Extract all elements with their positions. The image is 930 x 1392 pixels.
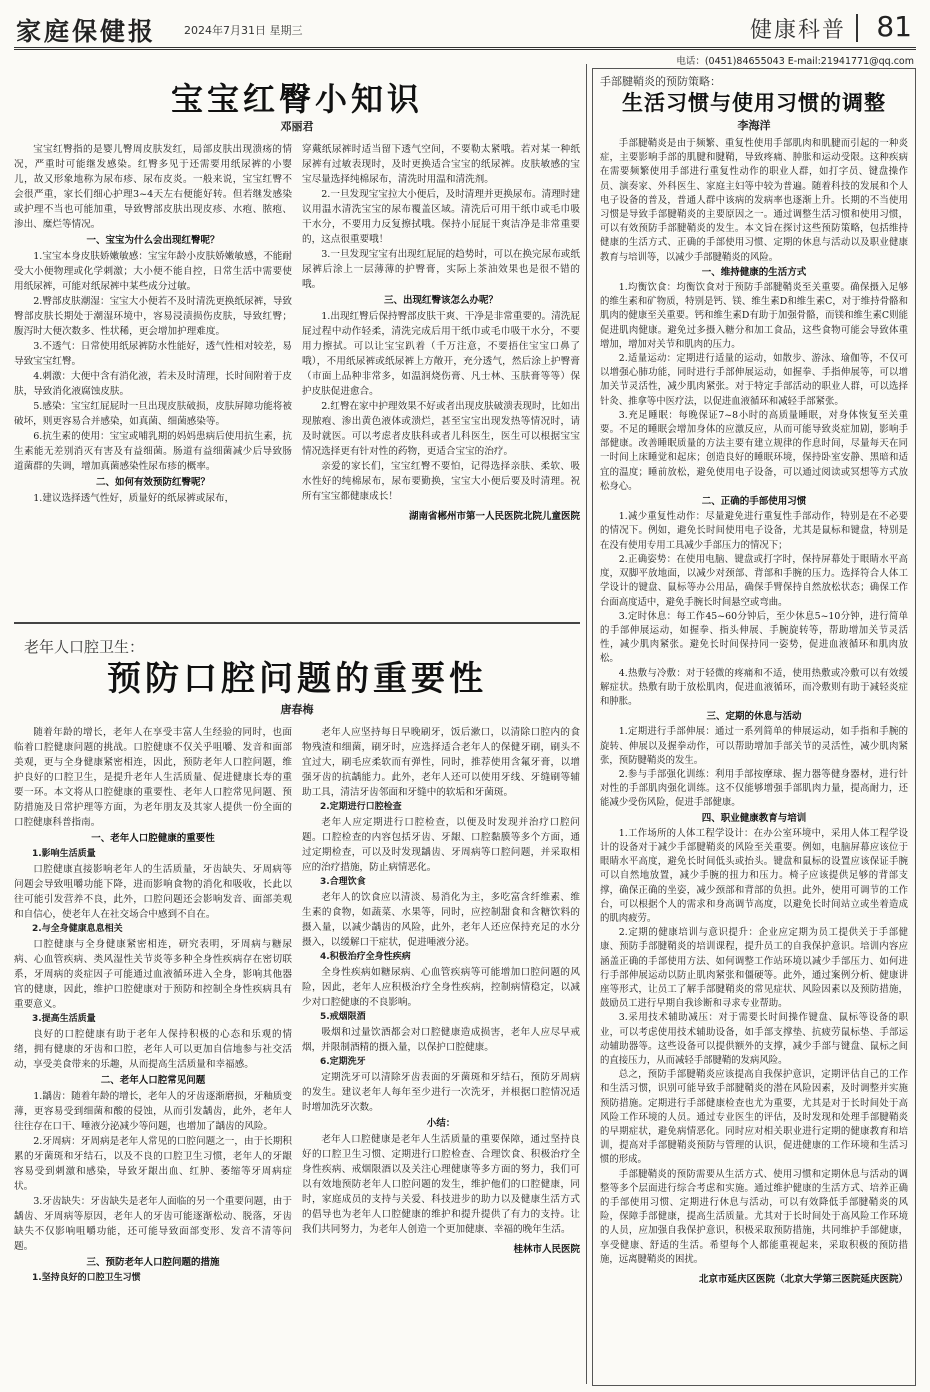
paragraph: 2.适量运动：定期进行适量的运动，如散步、游泳、瑜伽等，不仅可以增强心肺功能，同时进行手部伸展运动，如握拳、手指伸展等，可以增加关节灵活性，减少肌肉紧张。对于特定手部活动的职业人群，可以选择针灸、推拿等中医疗法，以促进血液循环和减轻手部紧张。 (600, 353, 908, 407)
item-heading: 1.坚持良好的口腔卫生习惯 (32, 1273, 141, 1283)
masthead (14, 6, 916, 50)
paragraph: 6.抗生素的使用：宝宝或哺乳期的妈妈患病后使用抗生素，抗生素能无差别消灭有害及有益细菌。肠道有益细菌减少后导致肠道菌群的失调，增加真菌感染性尿布疹的概率。 (14, 431, 292, 472)
article-baby-diaper-rash (14, 68, 580, 618)
paragraph: 老年人应坚持每日早晚刷牙，饭后漱口，以清除口腔内的食物残渣和细菌，刷牙时，应选择适合老年人的保健牙刷，刷头不宜过大，刷毛应柔软而有弹性，同时，推荐使用含氟牙膏，以增强牙齿的抗龋能力。此外，老年人还可以使用牙线、牙缝刷等辅助工具，清洁牙齿邻面和牙缝中的软垢和牙菌斑。 (302, 727, 580, 798)
author-affiliation: 北京市延庆区医院（北京大学第三医院延庆医院） (698, 1274, 908, 1286)
section-heading: 二、老年人口腔常见问题 (100, 1075, 206, 1086)
paragraph: 1.宝宝本身皮肤娇嫩敏感：宝宝年龄小皮肤娇嫩敏感，不能耐受大小便物理或化学刺激；大小便不能自控，日常生活中需要使用纸尿裤，可能对纸尿裤中某些成分过敏。 (14, 251, 292, 292)
item-heading: 5.戒烟限酒 (320, 1012, 366, 1022)
paragraph: 1.均衡饮食：均衡饮食对于预防手部腱鞘炎至关重要。确保摄入足够的维生素和矿物质，特别是钙、镁、维生素D和维生素C，对于维持骨骼和肌肉的健康至关重要。钙和维生素D有助于加强骨骼，而镁和维生素C则能促进肌肉健康。避免过多摄入糖分和加工食品，这些食物可能会导致体重增加，增加对关节和肌肉的压力。 (600, 282, 908, 350)
author-affiliation: 桂林市人民医院 (513, 1244, 580, 1255)
item-heading: 2.定期进行口腔检查 (320, 802, 402, 812)
paragraph: 老年人口腔健康是老年人生活质量的重要保障，通过坚持良好的口腔卫生习惯、定期进行口腔检查、合理饮食、积极治疗全身性疾病、戒烟限酒以及关注心理健康等多方面的努力，我们可以有效地预防老年人口腔问题的发生，维护他们的口腔健康，同时，家庭成员的支持与关爱、科技进步的助力以及健康生活方式的倡导也为老年人口腔健康的维护和提升提供了有力的支持。让我们共同努力，为老年人创造一个更加健康、幸福的晚年生活。 (302, 1134, 580, 1235)
article-column (14, 142, 292, 612)
paragraph: 宝宝红臀指的是婴儿臀周皮肤发红，局部皮肤出现溃疡的情况，严重时可能继发感染。红臀多见于还需要用纸尿裤的小婴儿，故又形象地称为尿布疹、尿布皮炎。一般来说，宝宝红臀不会很严重，家长们细心护理3~4天左右便能好转。但若继发感染或护理不当也可能加重，导致臀部皮肤出现皮疹、水疱、脓疱、渗出、糜烂等情况。 (14, 144, 292, 230)
article-column (14, 725, 292, 1384)
paragraph: 1.龋齿：随着年龄的增长，老年人的牙齿逐渐磨损，牙釉质变薄，更容易受到细菌和酸的侵蚀，从而引发龋齿，此外，老年人往往存在口干、唾液分泌减少等问题，也增加了龋齿的风险。 (14, 1091, 292, 1132)
author-affiliation: 湖南省郴州市第一人民医院北院儿童医院 (408, 511, 580, 522)
paragraph: 手部腱鞘炎是由于频繁、重复性使用手部肌肉和肌腱而引起的一种炎症，主要影响手部的肌腱和腱鞘，导致疼痛、肿胀和运动受限。这种疾病在需要频繁使用手部进行重复性动作的职业人群，如打字员、键盘操作员、演奏家、外科医生、家庭主妇等中较为普遍。随着科技的发展和个人电子设备的普及，普通人群中该病的发病率也逐渐上升。长期的不当使用习惯是导致手部腱鞘炎的主要原因之一。通过调整生活习惯和使用习惯，可以有效预防手部腱鞘炎的发生。本文旨在探讨这些预防策略，包括维持健康的生活方式、正确的手部使用习惯、定期的休息与活动以及职业健康教育与培训等，以减少手部腱鞘炎的风险。 (600, 138, 908, 263)
paragraph: 2.臀部皮肤潮湿：宝宝大小便若不及时清洗更换纸尿裤，导致臀部皮肤长期处于潮湿环境中，容易浸渍损伤皮肤，导致红臀；腹泻时大便次数多、性状稀，更会增加护理难度。 (14, 296, 292, 337)
paragraph: 3.采用技术辅助减压：对于需要长时间操作键盘、鼠标等设备的职业，可以考虑使用技术辅助设备，如手部支撑垫、抗疲劳鼠标垫、手部运动辅助器等。这些设备可以提供额外的支撑，减少手部与键盘、鼠标之间的直接压力，从而减轻手部腱鞘的发病风险。 (600, 1012, 908, 1066)
paragraph: 3.牙齿缺失：牙齿缺失是老年人面临的另一个重要问题，由于龋齿、牙周病等原因，老年人的牙齿可能逐渐松动、脱落，牙齿缺失不仅影响咀嚼功能，还可能导致面部变形、发音不清等问题。 (14, 1196, 292, 1252)
section-heading: 小结： (426, 1118, 456, 1129)
page-number: 81 (876, 10, 912, 43)
paragraph: 2.牙周病：牙周病是老年人常见的口腔问题之一，由于长期积累的牙菌斑和牙结石，以及不良的口腔卫生习惯，老年人的牙龈容易受到刺激和感染，导致牙龈出血、红肿、萎缩等牙周病症状。 (14, 1136, 292, 1192)
article-tenosynovitis (592, 68, 916, 1386)
section-title: 健康科普 (749, 18, 846, 43)
section-heading: 二、如何有效预防红臀呢？ (95, 477, 210, 488)
paragraph: 亲爱的家长们，宝宝红臀不要怕，记得选择亲肤、柔软、吸水性好的纯棉尿布，尿布要勤换，宝宝大小便后要及时清理。祝所有宝宝都健康成长！ (302, 461, 580, 502)
paragraph: 全身性疾病如糖尿病、心血管疾病等可能增加口腔问题的风险，因此，老年人应积极治疗全身性疾病，控制病情稳定，以减少对口腔健康的不良影响。 (302, 967, 580, 1008)
section-divider (14, 622, 580, 624)
article-author: 李海洋 (737, 119, 771, 132)
paragraph: 良好的口腔健康有助于老年人保持积极的心态和乐观的情绪，拥有健康的牙齿和口腔，老年人可以更加自信地参与社交活动，享受美食带来的乐趣，从而提高生活质量和幸福感。 (14, 1029, 292, 1070)
item-heading: 6.定期洗牙 (320, 1057, 366, 1067)
article-author: 唐春梅 (280, 703, 314, 716)
paragraph: 3.一旦发现宝宝有出现红屁屁的趋势时，可以在换完尿布或纸尿裤后涂上一层薄薄的护臀膏，实际上茶油效果也是很不错的哦。 (302, 249, 580, 290)
paragraph: 手部腱鞘炎的预防需要从生活方式、使用习惯和定期休息与活动的调整等多个层面进行综合考虑和实施。通过维护健康的生活方式、培养正确的手部使用习惯、定期进行休息与活动，可以有效降低手部腱鞘炎的风险，保障手部健康，提高生活质量。尤其对于长时间处于高风险工作环境的人员，应加强自我保护意识，积极采取预防措施，共同维护手部健康，享受健康、舒适的生活。希望每个人都能重视起来，采取积极的预防措施，远离腱鞘炎的困扰。 (600, 1168, 908, 1265)
paragraph: 2.正确姿势：在使用电脑、键盘或打字时，保持屏幕处于眼睛水平高度，双脚平放地面，以减少对颈部、背部和手腕的压力。选择符合人体工学设计的键盘、鼠标等办公用品，确保手臂保持自然放松状态；确保工作台面高度适中，避免手腕长时间悬空或弯曲。 (600, 553, 908, 608)
paragraph: 4.刺激：大便中含有消化液，若未及时清理，长时间附着于皮肤，导致消化液腐蚀皮肤。 (14, 371, 292, 397)
article-author: 邓丽君 (280, 120, 314, 133)
item-heading: 4.积极治疗全身性疾病 (320, 952, 411, 962)
paragraph: 口腔健康与全身健康紧密相连，研究表明，牙周病与糖尿病、心血管疾病、类风湿性关节炎等多种全身性疾病存在密切联系，牙周病的炎症因子可能通过血液循环进入全身，影响其他器官的健康，因此，维护口腔健康对于预防和控制全身性疾病具有重要意义。 (14, 939, 292, 1010)
section-heading: 三、出现红臀该怎么办呢？ (383, 295, 498, 306)
article-column (302, 725, 580, 1384)
article-title: 预防口腔问题的重要性 (107, 659, 487, 699)
column-divider (586, 64, 587, 1384)
item-heading: 3.合理饮食 (320, 877, 366, 887)
article-title: 生活习惯与使用习惯的调整 (622, 90, 886, 115)
item-heading: 3.提高生活质量 (32, 1014, 96, 1024)
paragraph: 吸烟和过量饮酒都会对口腔健康造成损害，老年人应尽早戒烟，并限制酒精的摄入量，以保护口腔健康。 (302, 1027, 580, 1053)
paragraph: 1.定期进行手部伸展：通过一系列简单的伸展运动，如手指和手腕的旋转、伸展以及握拳动作，可以帮助增加手部关节的灵活性，减少肌肉紧张，预防腱鞘炎的发生。 (600, 726, 908, 766)
item-heading: 2.与全身健康息息相关 (32, 924, 123, 934)
paragraph: 1.建议选择透气性好，质量好的纸尿裤或尿布， (33, 493, 235, 504)
paper-name: 家庭保健报 (16, 17, 157, 46)
paragraph: 总之，预防手部腱鞘炎应该提高自我保护意识，定期评估自己的工作和生活习惯，识别可能导致手部腱鞘炎的潜在风险因素，及时调整并实施预防措施。定期进行手部健康检查也尤为重要，尤其是对于长时间处于高风险工作环境的人员。通过专业医生的评估，及时发现和处理手部腱鞘炎的早期症状，避免病情恶化。同时应对相关职业进行定期的健康教育和培训，提高对手部腱鞘炎预防与管理的认识，促进健康的工作环境和生活习惯的形成。 (600, 1069, 908, 1166)
paragraph: 1.工作场所的人体工程学设计：在办公室环境中，采用人体工程学设计的设备对于减少手部腱鞘炎的风险至关重要。例如，电脑屏幕应该位于眼睛水平高度，避免长时间低头或抬头。键盘和鼠标的设置应该保证手腕可以自然地放置，减少手腕的扭力和压力。椅子应该提供足够的背部支撑，确保正确的坐姿，减少颈部和背部的负担。此外，使用可调节的工作台，可以根据个人的需求和身高调节高度，以避免长时间站立或坐着造成的肌肉疲劳。 (600, 827, 908, 924)
section-heading: 一、老年人口腔健康的重要性 (91, 833, 215, 844)
paragraph: 2.参与手部强化训练：利用手部按摩球、握力器等健身器材，进行针对性的手部肌肉强化训练。这不仅能够增强手部肌肉力量，提高耐力，还能减少受伤风险，促进手部健康。 (600, 768, 908, 809)
article-kicker: 老年人口腔卫生： (24, 638, 145, 656)
section-heading: 一、宝宝为什么会出现红臀呢？ (86, 235, 220, 246)
article-column (302, 142, 580, 612)
paragraph: 1.出现红臀后保持臀部皮肤干爽、干净是非常重要的。清洗屁屁过程中动作轻柔，清洗完成后用干纸巾或毛巾吸干水分，不要用力擦拭。可以让宝宝趴着（千万注意，不要捂住宝宝口鼻了哦），不用纸尿裤或纸尿裤上方敞开，充分透气，然后涂上护臀膏（市面上品种非常多，如温润烧伤膏、凡士林、玉肤膏等等）保护皮肤促进愈合。 (302, 311, 580, 397)
paragraph: 2.红臀在家中护理效果不好或者出现皮肤破溃表现时，比如出现脓疱、渗出黄色液体或溃烂，甚至宝宝出现发热等情况时，请及时就医。可以考虑者皮肤科或者儿科医生，医生可以根据宝宝情况选择更有针对性的药物，更适合宝宝的治疗。 (302, 401, 580, 457)
paragraph: 口腔健康直接影响老年人的生活质量，牙齿缺失、牙周病等问题会导致咀嚼功能下降，进而影响食物的消化和吸收，长此以往可能引发营养不良，此外，口腔问题还会影响发音、面部美观和自信心，使老年人在社交场合中感到不自在。 (14, 864, 292, 920)
section-heading: 三、定期的休息与活动 (706, 711, 802, 723)
section-heading: 二、正确的手部使用习惯 (701, 496, 807, 508)
paragraph: 5.感染：宝宝红屁屁时一旦出现皮肤破损，皮肤屏障功能将被破坏，则更容易合并感染，如真菌、细菌感染等。 (14, 401, 292, 427)
contact-info: 电话：(0451)84655043 E-mail:21941771@qq.com (676, 56, 914, 67)
masthead-divider (856, 14, 858, 42)
item-heading: 1.影响生活质量 (32, 849, 96, 859)
paragraph: 3.定时休息：每工作45~60分钟后，至少休息5~10分钟，进行简单的手部伸展运动，如握拳、指头伸展、手腕旋转等，帮助增加关节灵活性，减少肌肉紧张。避免长时间保持同一姿势，促进血液循环和肌肉放松。 (600, 610, 908, 665)
paragraph: 2.一旦发现宝宝拉大小便后，及时清理并更换尿布。清理时建议用温水清洗宝宝的尿布覆盖区域。清洗后可用干纸巾或毛巾吸干水分，不要用力反复擦拭哦。保持小屁屁干爽洁净是非常重要的，这点很重要哦！ (302, 189, 580, 245)
section-heading: 一、维持健康的生活方式 (701, 266, 807, 278)
paragraph: 2.定期的健康培训与意识提升：企业应定期为员工提供关于手部健康、预防手部腱鞘炎的培训课程，提升员工的自我保护意识。培训内容应涵盖正确的手部使用方法、如何调整工作站环境以减少手部压力、如何进行手部伸展运动以防止肌肉紧张和僵硬等。此外，通过案例分析、健康讲座等形式，让员工了解手部腱鞘炎的常见症状、风险因素以及预防措施，鼓励员工进行早期自我诊断和寻求专业帮助。 (600, 927, 908, 1010)
article-body (600, 137, 908, 1285)
issue-date: 2024年7月31日 星期三 (184, 24, 303, 37)
paragraph: 老年人应定期进行口腔检查，以便及时发现并治疗口腔问题。口腔检查的内容包括牙齿、牙龈、口腔黏膜等多个方面，通过定期检查，可以及时发现龋齿、牙周病等口腔问题，并采取相应的治疗措施，防止病情恶化。 (302, 817, 580, 873)
section-heading: 四、职业健康教育与培训 (701, 812, 807, 824)
article-title: 宝宝红臀小知识 (170, 80, 423, 118)
paragraph: 3.充足睡眠：每晚保证7~8小时的高质量睡眠，对身体恢复至关重要。不足的睡眠会增加身体的应激反应，从而可能导致炎症加剧，影响手部健康。改善睡眠质量的方法主要有建立规律的作息时间，尽量每天在同一时间上床睡觉和起床；创造良好的睡眠环境，保持卧室安静、黑暗和适宜的温度；睡前放松，避免使用电子设备，可以通过阅读或冥想等方式放松身心。 (600, 409, 908, 492)
article-kicker: 手部腱鞘炎的预防策略： (600, 75, 721, 88)
paragraph: 定期洗牙可以清除牙齿表面的牙菌斑和牙结石，预防牙周病的发生。建议老年人每年至少进行一次洗牙，并根据口腔情况适时增加洗牙次数。 (302, 1072, 580, 1113)
article-elderly-oral-health (14, 628, 580, 1384)
paragraph: 随着年龄的增长，老年人在享受丰富人生经验的同时，也面临着口腔健康问题的挑战。口腔健康不仅关乎咀嚼、发音和面部美观，更与全身健康紧密相连，因此，预防老年人口腔问题，维护良好的口腔卫生，是提升老年人生活质量、促进健康长寿的重要一环。本文将从口腔健康的重要性、老年人口腔常见问题、预防措施及日常护理等方面，为老年朋友及其家人提供一份全面的口腔健康科普指南。 (14, 727, 292, 828)
paragraph: 老年人的饮食应以清淡、易消化为主，多吃富含纤维素、维生素的食物，如蔬菜、水果等，同时，应控制甜食和含糖饮料的摄入量，以减少龋齿的风险，此外，老年人还应保持充足的水分摄入，以缓解口干症状，促进唾液分泌。 (302, 892, 580, 948)
section-heading: 三、预防老年人口腔问题的措施 (86, 1257, 220, 1268)
paragraph: 3.不透气：日常使用纸尿裤防水性能好，透气性相对较差，易导致宝宝红臀。 (14, 341, 292, 367)
paragraph: 穿戴纸尿裤时适当留下透气空间，不要勒太紧哦。若对某一种纸尿裤有过敏表现时，及时更换适合宝宝的纸尿裤。皮肤敏感的宝宝尽量选择纯棉尿布，清洗时用温和清洗剂。 (302, 144, 580, 185)
paragraph: 4.热敷与冷敷：对于轻微的疼痛和不适，使用热敷或冷敷可以有效缓解症状。热敷有助于放松肌肉，促进血液循环，而冷敷则有助于减轻炎症和肿胀。 (600, 667, 908, 707)
paragraph: 1.减少重复性动作：尽量避免进行重复性手部动作，特别是在不必要的情况下。例如，避免长时间使用电子设备，尤其是鼠标和键盘，特别是在没有使用专用工具减少手部压力的情况下； (600, 511, 908, 551)
